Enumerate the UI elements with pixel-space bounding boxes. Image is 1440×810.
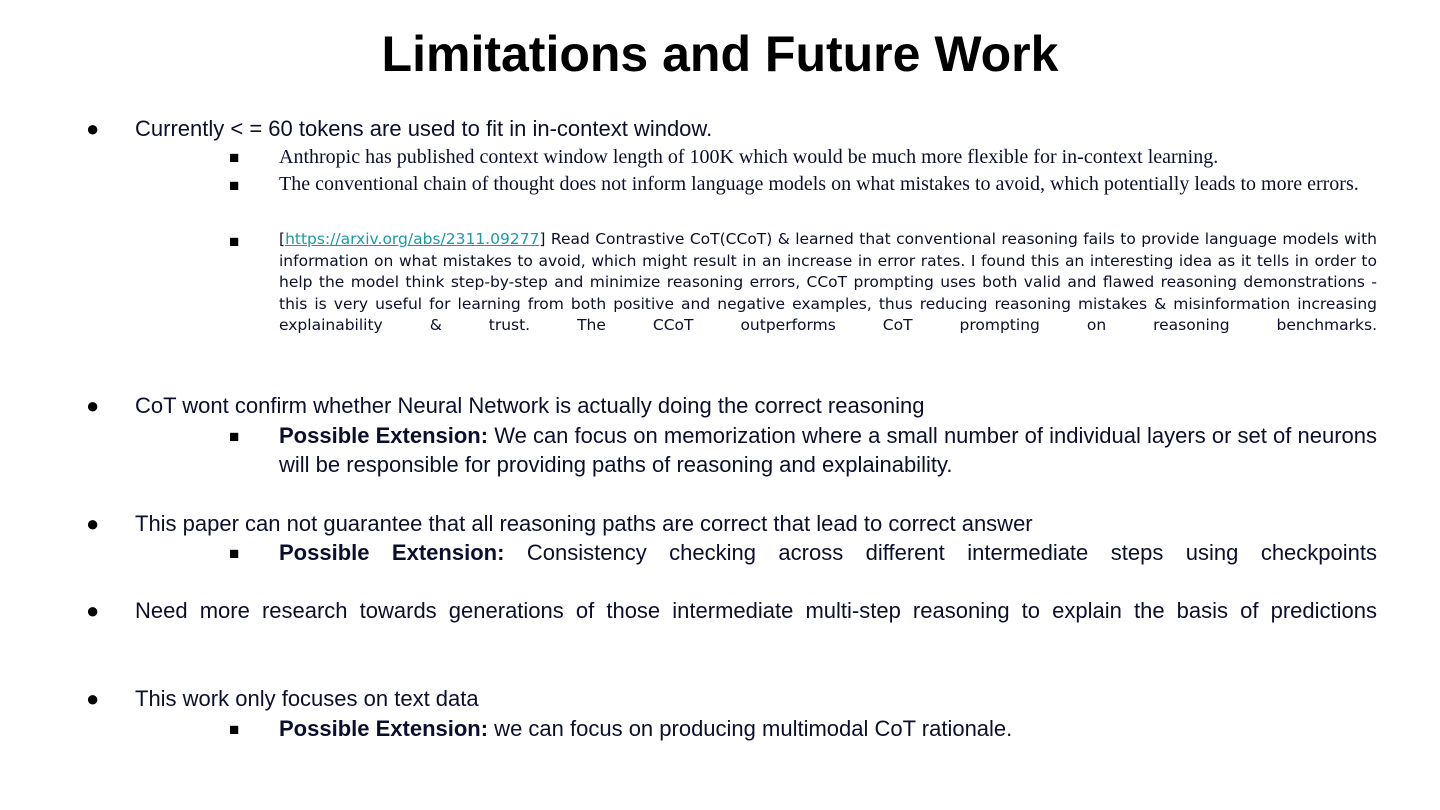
bullet-icon: ●: [86, 511, 100, 536]
bullet-icon: ●: [86, 686, 100, 711]
square-bullet-icon: ■: [229, 427, 240, 446]
sub-item-ccot-reference: [279, 229, 1377, 337]
arxiv-link[interactable]: https://arxiv.org/abs/2311.09277: [285, 230, 540, 248]
slide-title: Limitations and Future Work: [381, 26, 1059, 82]
square-bullet-icon: ■: [229, 148, 240, 167]
square-bullet-icon: ■: [229, 544, 240, 563]
bullet-item-cot-confirm: CoT wont confirm whether Neural Network is actually doing the correct reasoning: [135, 393, 925, 418]
bullet-item-more-research: Need more research towards generations of those intermediate multi-step reasoning to explain the basis of predictions: [135, 598, 1377, 623]
extension-label: Possible Extension:: [279, 423, 489, 448]
reference-text: ] Read Contrastive CoT(CCoT) & learned that conventional reasoning fails to provide language models with information on what mistakes to avoid, which might result in an increase in error rates. I found this an interesting idea as it tells in order to help the model think step-by-step and minimize reasoning errors, CCoT prompting uses both valid and flawed reasoning demonstrations - this is very useful for learning from both positive and negative examples, thus reducing reasoning mistakes & misinformation increasing explainability & trust. The CCoT outperforms CoT prompting on reasoning benchmarks.: [279, 230, 1377, 335]
bullet-icon: ●: [86, 116, 100, 141]
reference-open-bracket: [: [279, 230, 286, 248]
bullet-icon: ●: [86, 393, 100, 418]
sub-item-multimodal-extension: [279, 714, 1377, 743]
sub-item-anthropic: Anthropic has published context window length of 100K which would be much more flexible for in-context learning.: [279, 146, 1219, 168]
bullet-item-context-window: Currently < = 60 tokens are used to fit in in-context window.: [135, 116, 713, 141]
extension-text: Consistency checking across different intermediate steps using checkpoints: [504, 540, 1377, 565]
bullet-item-text-data: This work only focuses on text data: [135, 686, 479, 711]
bullet-item-reasoning-paths: This paper can not guarantee that all reasoning paths are correct that lead to correct answer: [135, 511, 1033, 536]
extension-label: Possible Extension:: [279, 540, 505, 565]
extension-label: Possible Extension:: [279, 716, 489, 741]
extension-text: We can focus on memorization where a small number of individual layers or set of neurons will be responsible for providing paths of reasoning and explainability.: [279, 423, 1377, 477]
sub-item-memorization-extension: [279, 421, 1377, 479]
sub-item-consistency-extension: [279, 538, 1377, 567]
square-bullet-icon: ■: [229, 176, 240, 195]
extension-text: we can focus on producing multimodal CoT rationale.: [488, 716, 1013, 741]
square-bullet-icon: ■: [229, 720, 240, 739]
square-bullet-icon: ■: [229, 232, 240, 251]
sub-item-conventional-cot: The conventional chain of thought does not inform language models on what mistakes to avoid, which potentially leads to more errors.: [279, 173, 1359, 195]
bullet-icon: ●: [86, 598, 100, 623]
